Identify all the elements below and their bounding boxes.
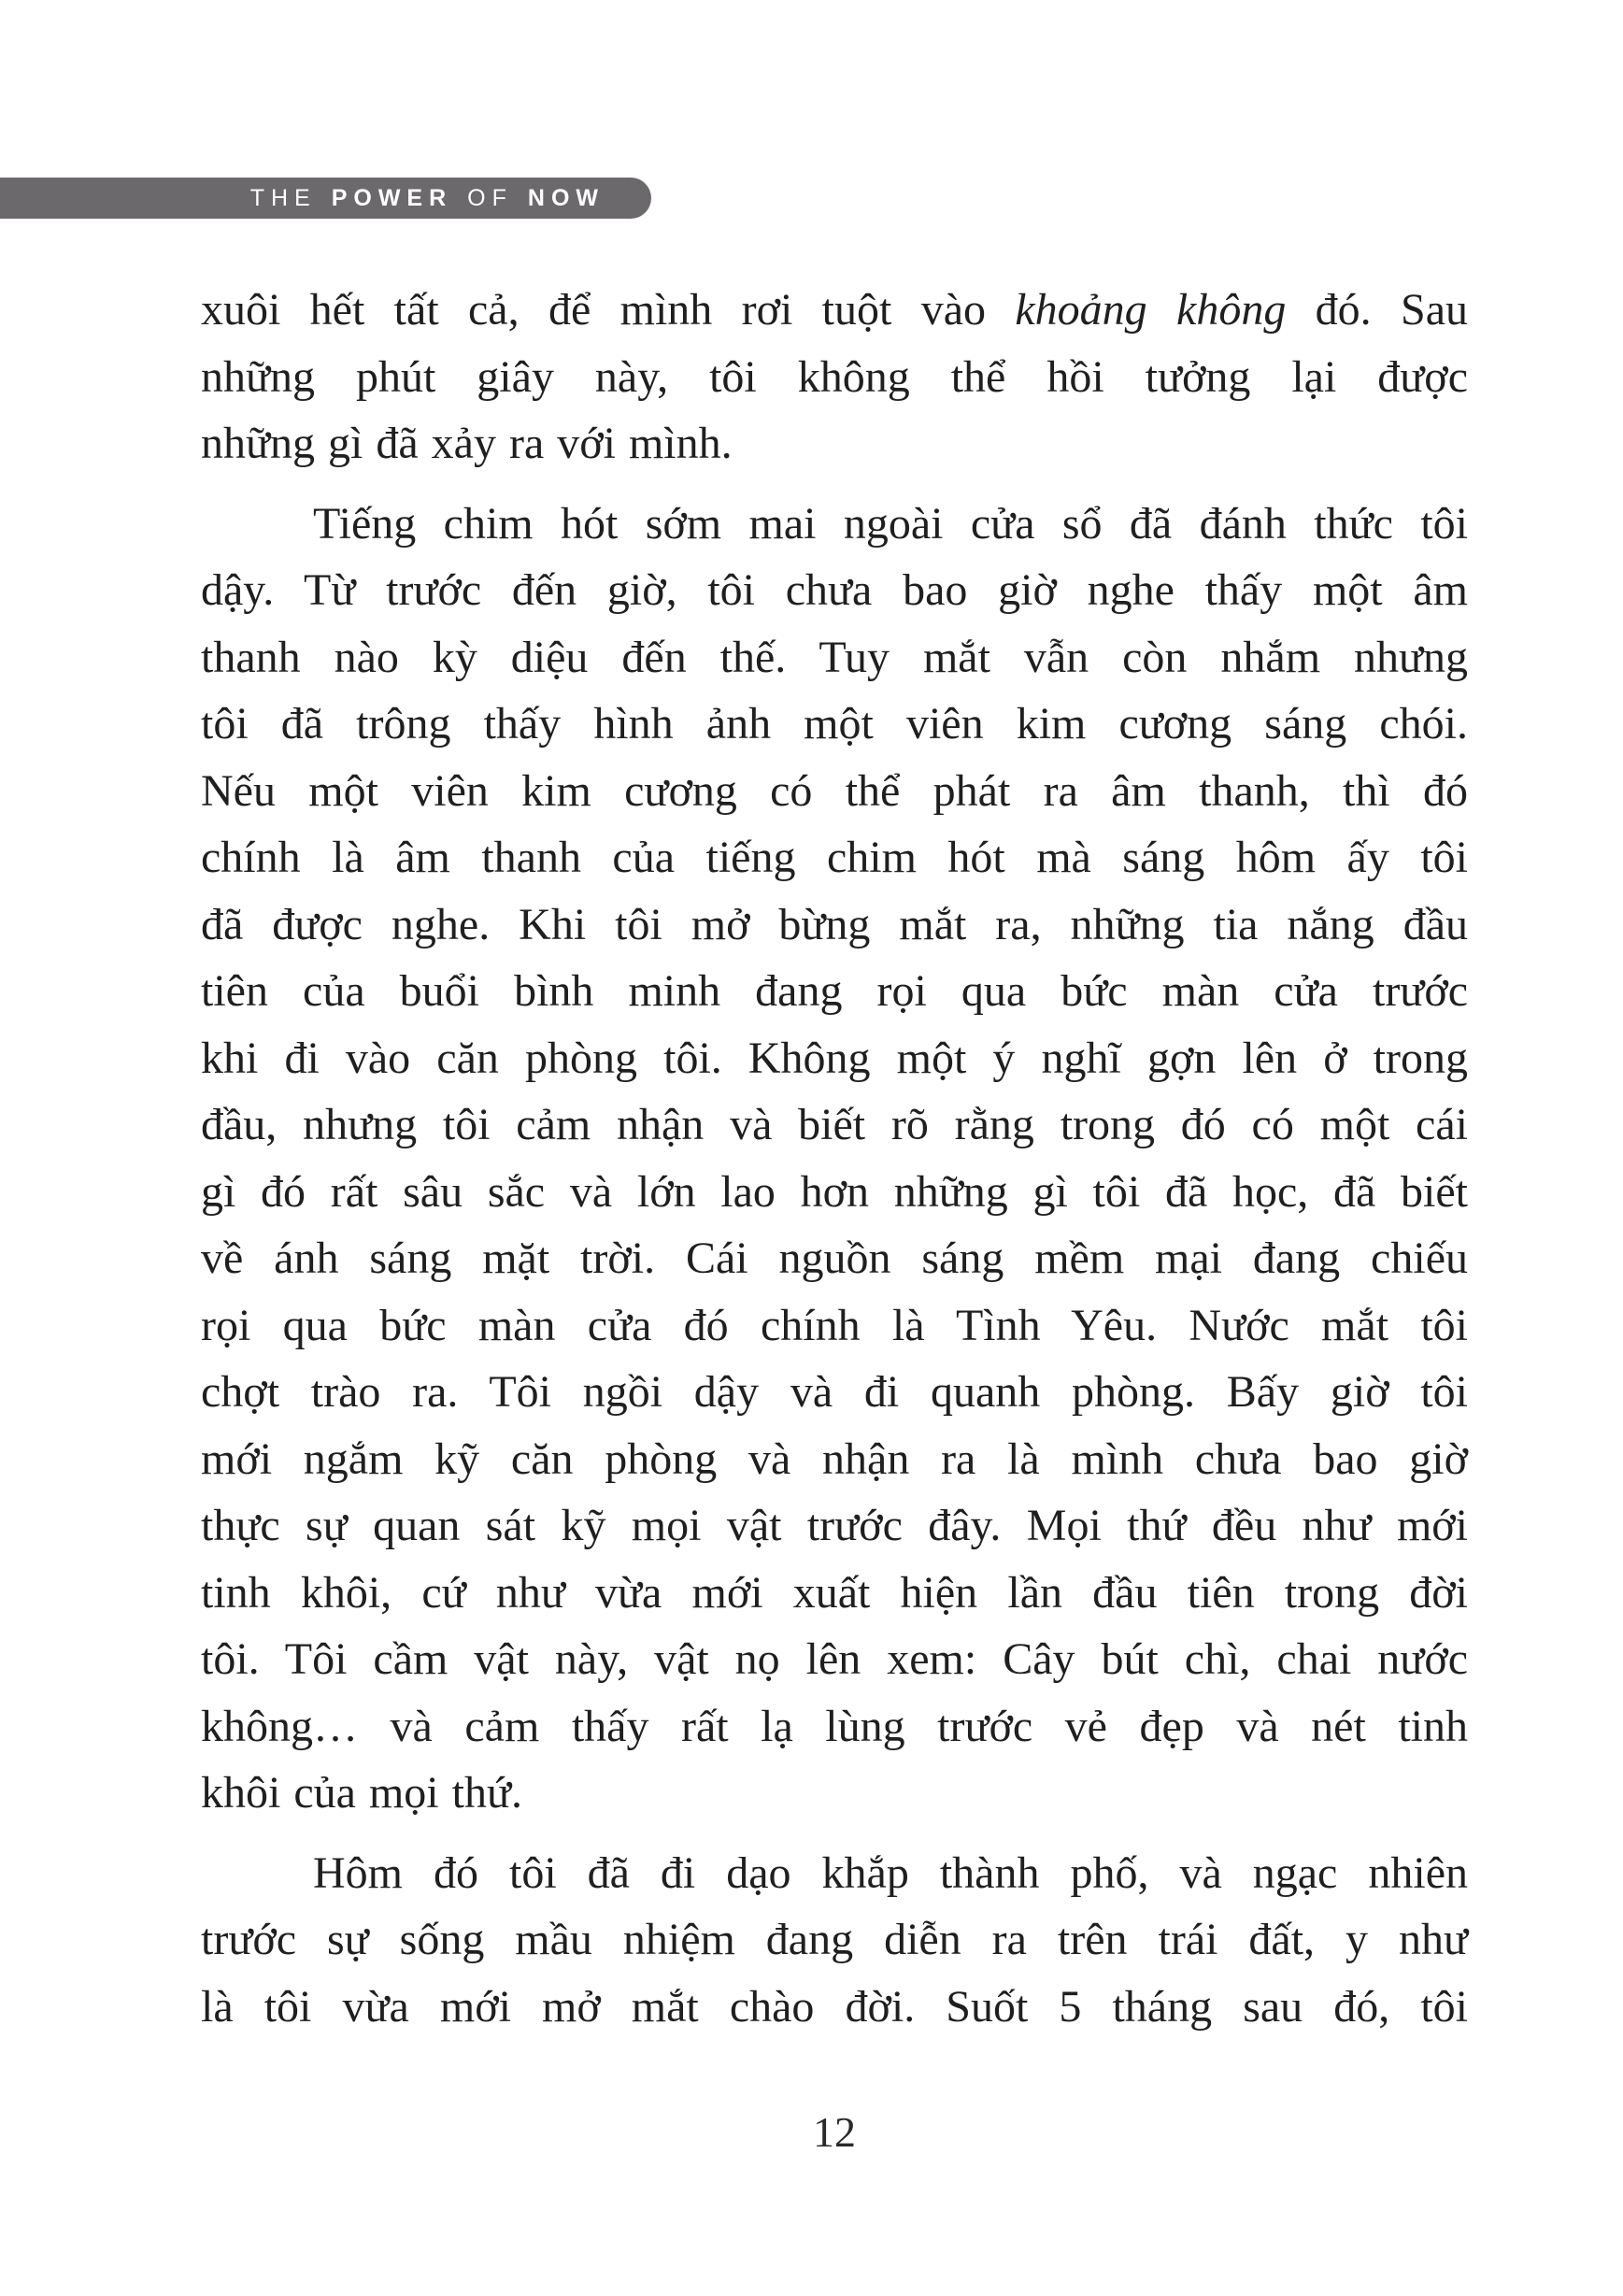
text-line [201,491,1468,558]
body-text [201,277,1468,2040]
text-line [201,891,1468,959]
text-segment: chính là âm thanh của tiếng chim hót mà sáng hôm ấy tôi [201,833,1468,882]
text-segment: Tiếng chim hót sớm mai ngoài cửa sổ đã đánh thức tôi [313,498,1468,549]
text-segment: rọi qua bức màn cửa đó chính là Tình Yêu. Nước mắt tôi [201,1300,1468,1350]
text-line [201,1560,1468,1627]
text-segment: xuôi hết tất cả, để mình rơi tuột vào [201,285,1016,335]
text-line [201,1159,1468,1226]
text-segment: chợt trào ra. Tôi ngồi dậy và đi quanh phòng. Bấy giờ tôi [201,1367,1468,1417]
text-line [201,1025,1468,1092]
text-line [201,624,1468,692]
text-segment: tôi. Tôi cầm vật này, vật nọ lên xem: Cây bút chì, chai nước [201,1634,1468,1684]
text-line [201,1225,1468,1292]
text-segment: tinh khôi, cứ như vừa mới xuất hiện lần đầu tiên trong đời [201,1567,1468,1618]
text-line [201,344,1468,411]
text-segment: khôi của mọi thứ. [201,1768,522,1818]
text-segment: Nếu một viên kim cương có thể phát ra âm thanh, thì đó [201,765,1468,816]
text-line [201,1292,1468,1360]
text-segment: thanh nào kỳ diệu đến thế. Tuy mắt vẫn còn nhắm nhưng [201,632,1468,682]
text-line [201,410,1468,478]
text-line [201,1974,1468,2041]
text-segment: những phút giây này, tôi không thể hồi tưởng lại được [201,351,1468,402]
paragraph [201,1840,1468,2041]
text-segment: tôi đã trông thấy hình ảnh một viên kim cương sáng chói. [201,699,1468,749]
text-line [201,1760,1468,1827]
page-number: 12 [813,2108,856,2156]
text-segment: đó. Sau [1286,285,1469,335]
text-segment: Hôm đó tôi đã đi dạo khắp thành phố, và ngạc nhiên [313,1847,1468,1898]
text-segment: trước sự sống mầu nhiệm đang diễn ra trên trái đất, y như [201,1915,1468,1964]
book-title-word: NOW [527,184,605,211]
text-segment: thực sự quan sát kỹ mọi vật trước đây. Mọi thứ đều như mới [201,1501,1468,1550]
text-segment: đầu, nhưng tôi cảm nhận và biết rõ rằng trong đó có một cái [201,1100,1468,1149]
text-line [201,277,1468,344]
text-line [201,1359,1468,1426]
text-segment: khi đi vào căn phòng tôi. Không một ý nghĩ gợn lên ở trong [201,1033,1468,1083]
text-line [201,824,1468,891]
text-line [201,1693,1468,1761]
text-line [201,1626,1468,1693]
text-line [201,758,1468,825]
italic-text-segment: khoảng không [1015,285,1287,335]
text-line [201,1840,1468,1907]
paragraph [201,491,1468,1827]
text-line [201,1492,1468,1560]
text-segment: đã được nghe. Khi tôi mở bừng mắt ra, những tia nắng đầu [201,899,1468,949]
book-title-word: THE [249,184,317,211]
text-line [201,958,1468,1025]
book-title-word: OF [467,184,513,211]
text-segment: tiên của buổi bình minh đang rọi qua bức màn cửa trước [201,966,1468,1016]
book-title-word: POWER [331,184,453,211]
text-line [201,557,1468,624]
text-line [201,1426,1468,1493]
header-bar [0,178,651,219]
text-line [201,1906,1468,1974]
text-line [201,691,1468,758]
text-segment: dậy. Từ trước đến giờ, tôi chưa bao giờ nghe thấy một âm [201,565,1468,615]
book-title [249,184,605,211]
text-segment: về ánh sáng mặt trời. Cái nguồn sáng mềm mại đang chiếu [201,1234,1468,1283]
paragraph [201,277,1468,478]
text-segment: gì đó rất sâu sắc và lớn lao hơn những gì tôi đã học, đã biết [201,1166,1468,1217]
text-segment: những gì đã xảy ra với mình. [201,419,733,468]
text-segment: mới ngắm kỹ căn phòng và nhận ra là mình chưa bao giờ [201,1433,1468,1484]
text-line [201,1091,1468,1159]
text-segment: không… và cảm thấy rất lạ lùng trước vẻ đẹp và nét tinh [201,1701,1468,1751]
text-segment: là tôi vừa mới mở mắt chào đời. Suốt 5 tháng sau đó, tôi [201,1981,1468,2032]
